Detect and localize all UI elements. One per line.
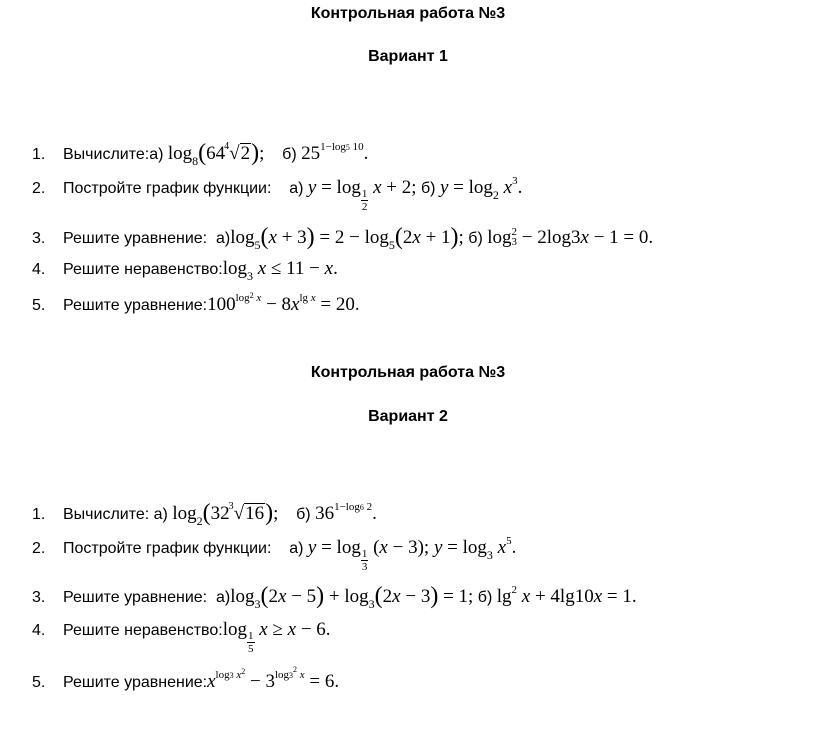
v2-t3-expr-a: $\log_3(2x - 5) + \log_3(2x - 3) = 1$; bbox=[230, 583, 474, 611]
v1-t2-expr-a: y = log $\frac{1}{2}$ x + 2; bbox=[307, 176, 417, 213]
v2-t5-expr: $x^{log3 x^2} - 3^{log3^2 x} = 6$. bbox=[207, 665, 340, 692]
variant2-task-2: 2. Постройте график функции: а) y = log $\frac{1}{3}$ (x − 3); $y = \log_3 x^5$. bbox=[32, 534, 517, 573]
variant1-task-1: 1. Вычислите:а) $\log_8(64$ 4 √2); б) $25^{1-log5 10}$. bbox=[32, 140, 369, 168]
variant1-task-2: 2. Постройте график функции: а) y = log $\frac{1}{2}$ x + 2; б) $y = \log_2 x^3$. bbox=[32, 174, 523, 213]
v2-t2-expr: y = log $\frac{1}{3}$ (x − 3); $y = \log_3 x^5$. bbox=[307, 534, 517, 573]
v1-t5-expr: $100^{log^2 x} - 8x^{lg x} = 20$. bbox=[207, 291, 360, 315]
variant1-task-3: 3. Решите уравнение: $а)\log_5(x + 3) = 2 - \log_5(2x + 1)$; б) log 2 3 − 2log3x − 1 = 0. bbox=[32, 224, 654, 252]
v1-t3-expr-b: log 2 3 − 2log3x − 1 = 0. bbox=[487, 225, 654, 248]
v2-t1-expr-b: $36^{1-log6 2}$. bbox=[315, 501, 377, 524]
v1-t2-expr-b: $y = \log_2 x^3$. bbox=[439, 174, 523, 202]
variant1-title: Контрольная работа №3 bbox=[310, 5, 506, 22]
variant2-title: Контрольная работа №3 bbox=[310, 364, 506, 381]
v1-t1-expr-a: $\log_8(64$ 4 √2); bbox=[167, 140, 265, 168]
v1-t3-expr-a: $\log_5(x + 3) = 2 - \log_5(2x + 1)$; bbox=[230, 224, 464, 252]
variant2-task-3: 3. Решите уравнение: $а)\log_3(2x - 5) + \log_3(2x - 3) = 1$; б) $\lg^2 x + 4\lg 10x = 1$. bbox=[32, 583, 637, 611]
v1-t1-expr-b: $25^{1-log5 10}$. bbox=[301, 141, 369, 164]
variant2-task-5: 5. Решите $уравнение:x^{log3 x^2} - 3^{log3^2 x} = 6$. bbox=[32, 665, 340, 692]
v2-t3-expr-b: $\lg^2 x + 4\lg 10x = 1$. bbox=[496, 584, 637, 607]
v1-t4-expr: $\log_3 x \le 11 - x$. bbox=[222, 258, 338, 283]
v2-t4-expr: log $\frac{1}{5}$ x ≥ x − 6. bbox=[222, 618, 331, 655]
v2-t1-expr-a: $\log_2(32$ 3 √16); bbox=[172, 500, 279, 528]
variant1-task-4: 4. Решите $неравенство:\log_3$ x ≤ 11 − x. bbox=[32, 258, 338, 283]
variant1-subtitle: Вариант 1 bbox=[368, 48, 448, 65]
variant2-subtitle: Вариант 2 bbox=[368, 408, 448, 425]
variant2-task-1: 1. Вычислите: а) $\log_2(32$ 3 √16); б) $36^{1-log6 2}$. bbox=[32, 500, 377, 528]
variant1-task-5: 5. Решите $уравнение:100^{log^2 x} - 8x^{lg x} = 20$. bbox=[32, 291, 360, 315]
variant2-task-4: 4. Решите неравенство:log $\frac{1}{5}$ x ≥ x − 6. bbox=[32, 618, 331, 655]
